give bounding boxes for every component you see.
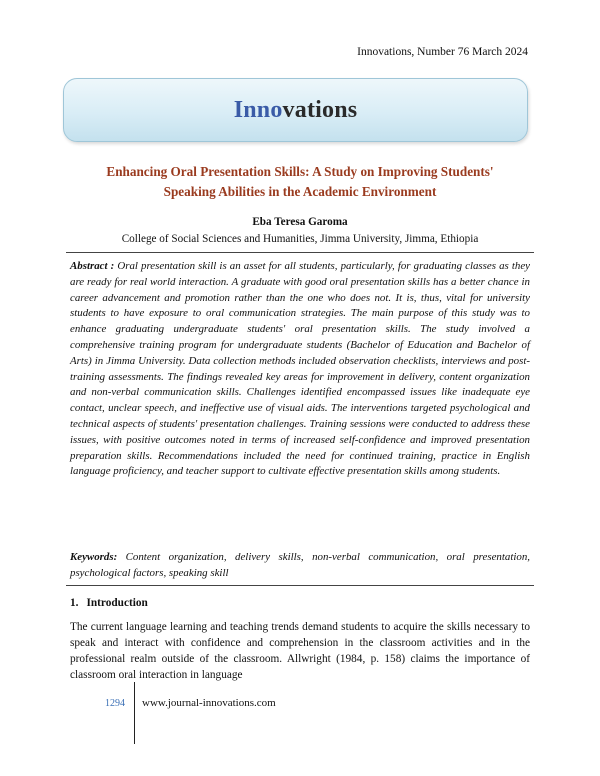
section-heading [70, 597, 148, 609]
abstract [70, 259, 530, 480]
intro-paragraph: The current language learning and teaching trends demand students to acquire the skills necessary to speak and interact with confidence and comprehension in the classroom activities and in the professional realm outside of the classroom. Allwright (1984, p. 158) claims the importance of classroom oral interaction in language [70, 621, 530, 681]
keywords-label: Keywords: [70, 551, 118, 563]
section-title: Introduction [86, 597, 148, 609]
abstract-text: Oral presentation skill is an asset for all students, particularly, for graduating classes as they are ready for real world interaction. A graduate with good oral presentation skills has a better chance in career advancement and promotion rather than the one who does not. It is, thus, vital for university students to have exposure to oral communication strategies. The main purpose of this study was to enhance graduating undergraduate students' oral presentation skills. The study involved a comprehensive training program for undergraduate students (Bachelor of Education and Bachelor of Arts) in Jimma University. Data collection methods included observation checklists, interviews and post-training assessments. The findings revealed key areas for improvement in delivery, content organization and non-verbal communication skills. Challenges identified encompassed issues like inadequate eye contact, unclear speech, and ineffective use of visual aids. The interventions targeted psychological and technical aspects of students' presentation challenges. Training sessions were conducted to address these issues, with positive outcomes noted in terms of increased self-confidence and improved presentation preparation skills. Recommendations included the need for continued training, practice in English language proficiency, and teacher support to cultivate effective presentation skills among students. [70, 260, 530, 478]
title-line-1: Enhancing Oral Presentation Skills: A Study on Improving Students' [106, 164, 494, 179]
page-number: 1294 [105, 698, 125, 709]
keywords-text: Content organization, delivery skills, non-verbal communication, oral presentation, psychological factors, speaking skill [70, 551, 530, 579]
keywords [70, 550, 530, 582]
journal-logo [234, 97, 358, 124]
author-name: Eba Teresa Garoma [252, 216, 348, 228]
logo-rest: vations [282, 96, 358, 123]
section-number: 1. [70, 597, 79, 609]
journal-website: www.journal-innovations.com [142, 697, 276, 709]
logo-highlight: Inno [233, 96, 283, 123]
title-line-2: Speaking Abilities in the Academic Environment [163, 184, 437, 199]
issue-line: Innovations, Number 76 March 2024 [357, 46, 528, 58]
author-affiliation: College of Social Sciences and Humanities, Jimma University, Jimma, Ethiopia [121, 233, 479, 245]
journal-banner [63, 78, 528, 142]
abstract-label: Abstract : [70, 260, 115, 272]
article-title [70, 162, 530, 202]
footer-divider [134, 682, 135, 744]
